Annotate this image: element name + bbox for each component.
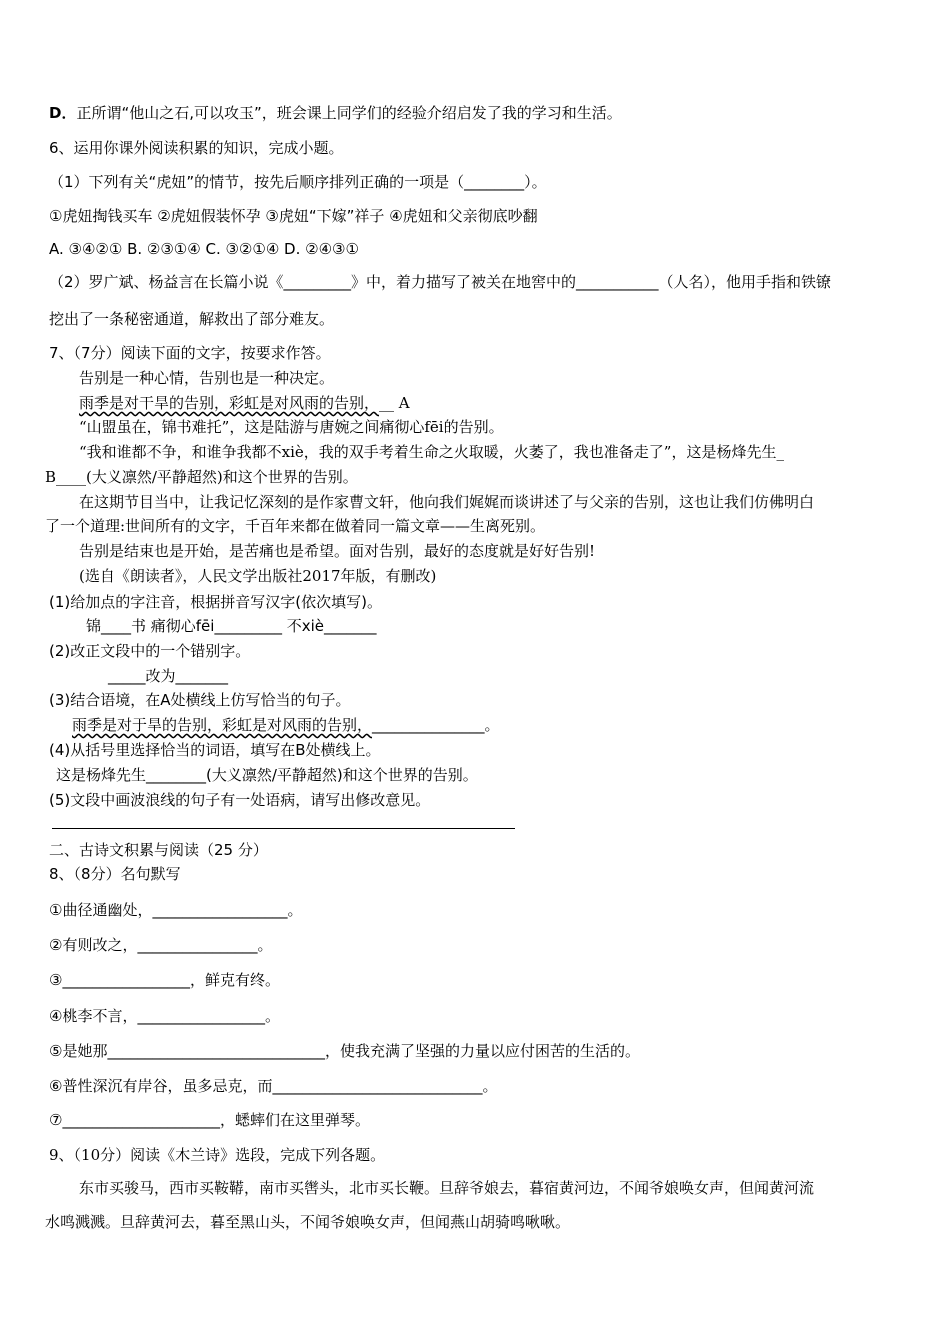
passage-line-4a: “我和谁都不争，和谁争我都不xiè，我的双手考着生命之火取暖，火萎了，我也准备走了”，这是杨烽先生_ [79, 443, 784, 461]
q8-item-4: ④桃李不言，_________________。 [49, 1007, 280, 1025]
q7-sub4-line: 这是杨烽先生________(大义凛然/平静超然)和这个世界的告别。 [56, 766, 478, 784]
q7-sub2-blank: _____改为_______ [108, 667, 229, 685]
passage-line-5b: 了一个道理:世间所有的文字，千百年来都在做着同一篇文章——生离死别。 [45, 517, 546, 535]
q7-sub1: (1)给加点的字注音，根据拼音写汉字(依次填写)。 [49, 593, 382, 611]
q6-sub1: （1）下列有关“虎妞”的情节，按先后顺序排列正确的一项是（________）。 [49, 173, 547, 191]
passage-source: (选自《朗读者》，人民文学出版社2017年版，有删改) [79, 567, 437, 585]
q7-sub3: (3)结合语境，在A处横线上仿写恰当的句子。 [49, 691, 351, 709]
q8-item-3: ③_________________，鲜克有终。 [49, 971, 280, 989]
passage-line-6: 告别是结束也是开始，是苦痛也是希望。面对告别，最好的态度就是好好告别! [79, 542, 596, 560]
passage-line-1: 告别是一种心情，告别也是一种决定。 [79, 369, 335, 387]
q8-heading: 8、（8分）名句默写 [49, 865, 181, 883]
passage-line-4b: B____(大义凛然/平静超然)和这个世界的告别。 [45, 468, 358, 486]
q7-sub3-blank: _______________。 [372, 716, 500, 734]
q6-sub2-line2: 挖出了一条秘密通道，解救出了部分难友。 [49, 310, 335, 328]
passage-line-5a: 在这期节目当中，让我记忆深刻的是作家曹文轩，他向我们娓娓而谈讲述了与父亲的告别，这也让我们仿佛明白 [79, 493, 815, 511]
q7-sub1-blanks: 锦____书 痛彻心fēi_________ 不xiè_______ [86, 617, 377, 635]
q5-option-d-text: 正所谓“他山之石,可以攻玉”，班会课上同学们的经验介绍启发了我的学习和生活。 [76, 104, 622, 122]
q8-item-5: ⑤是她那_____________________________，使我充满了坚强的力量以应付困苦的生活的。 [49, 1042, 640, 1060]
q7-sub5: (5)文段中画波浪线的句子有一处语病，请写出修改意见。 [49, 791, 431, 809]
q5-option-d [49, 103, 622, 123]
q7-sub3-line [72, 715, 500, 735]
q8-item-2: ②有则改之，________________。 [49, 936, 273, 954]
q8-item-1: ①曲径通幽处，__________________。 [49, 901, 303, 919]
answer-line [52, 828, 515, 829]
poem-line-1: 东市买骏马，西市买鞍鞯，南市买辔头，北市买长鞭。旦辞爷娘去，暮宿黄河边，不闻爷娘唤女声，但闻黄河流 [79, 1179, 815, 1197]
q5-option-d-label: D． [49, 104, 77, 122]
q6-sub2-line1: （2）罗广斌、杨益言在长篇小说《_________》中，着力描写了被关在地窖中的___________（人名），他用手指和铁镣 [49, 273, 832, 291]
passage-line-2 [79, 393, 410, 413]
q7-sub2: (2)改正文段中的一个错别字。 [49, 642, 251, 660]
passage-wavy-sentence: 雨季是对干旱的告别，彩虹是对风雨的告别， [79, 394, 380, 412]
q8-item-7: ⑦_____________________，蟋蟀们在这里弹琴。 [49, 1111, 370, 1129]
q6-heading: 6、运用你课外阅读积累的知识，完成小题。 [49, 139, 344, 157]
section-2-heading: 二、古诗文积累与阅读（25 分） [49, 841, 268, 859]
blank-a: __ A [379, 394, 410, 412]
q9-heading: 9、（10分）阅读《木兰诗》选段，完成下列各题。 [49, 1146, 386, 1164]
q7-heading: 7、（7分）阅读下面的文字，按要求作答。 [49, 344, 331, 362]
passage-line-3: “山盟虽在，锦书难托”，这是陆游与唐婉之间痛彻心fēi的告别。 [79, 418, 504, 436]
q6-options: A. ③④②① B. ②③①④ C. ③②①④ D. ②④③① [49, 240, 359, 258]
q6-items: ①虎妞掏钱买车 ②虎妞假装怀孕 ③虎妞“下嫁”祥子 ④虎妞和父亲彻底吵翻 [49, 207, 538, 225]
poem-line-2: 水鸣溅溅。旦辞黄河去，暮至黑山头，不闻爷娘唤女声，但闻燕山胡骑鸣啾啾。 [45, 1213, 571, 1231]
q7-sub4: (4)从括号里选择恰当的词语，填写在B处横线上。 [49, 741, 381, 759]
q8-item-6: ⑥普性深沉有岸谷，虽多忌克，而____________________________。 [49, 1077, 498, 1095]
q7-sub3-wavy-sentence: 雨季是对于旱的告别，彩虹是对风雨的告别， [72, 716, 373, 734]
